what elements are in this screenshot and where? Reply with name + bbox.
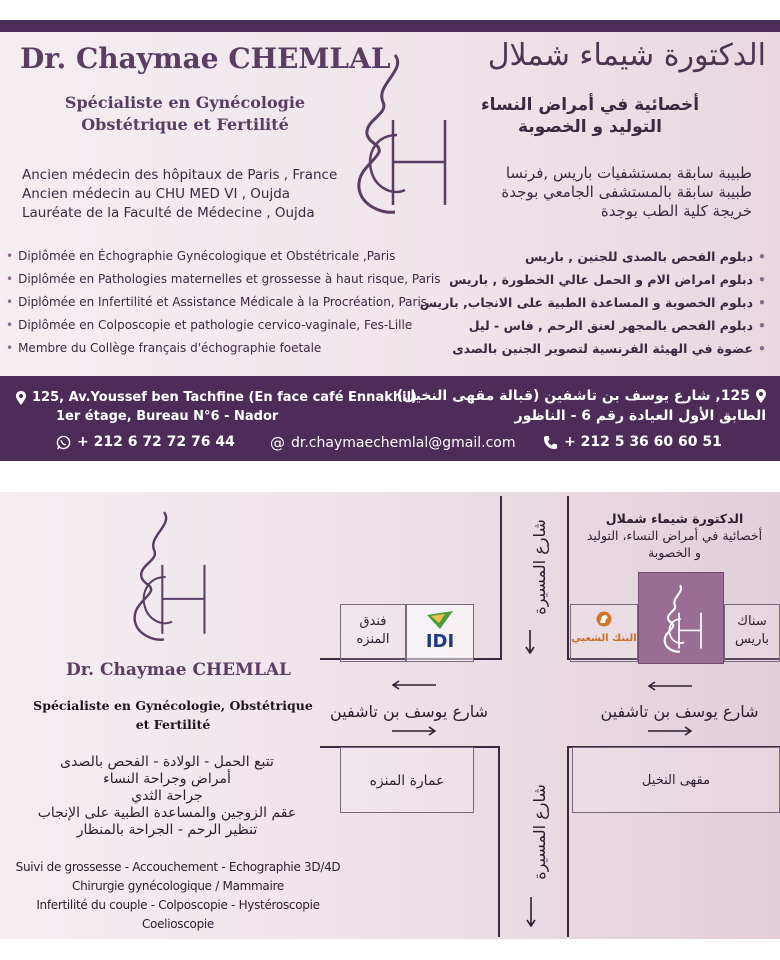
arrow-left-icon	[392, 680, 436, 690]
address-fr-line: 125, Av.Youssef ben Tachfine (En face café Ennakhil)	[32, 390, 417, 405]
former-fr-line: Ancien médecin au CHU MED VI , Oujda	[22, 186, 291, 202]
idi-logo: IDI	[425, 631, 455, 652]
contact-footer	[0, 376, 780, 461]
specialty-arabic	[440, 94, 740, 138]
diplomas-ar	[419, 245, 766, 360]
whatsapp-contact[interactable]	[56, 434, 235, 450]
diploma-fr-item: • Membre du Collège français d'échographie foetale	[6, 337, 476, 360]
service-ar-line: تنظير الرحم - الجراحة بالمنظار	[76, 822, 258, 838]
location-map	[320, 492, 780, 939]
address-fr	[16, 388, 417, 426]
map-doctor-specialty: أخصائية في أمراض النساء، التوليد	[586, 528, 763, 543]
cafe-box	[572, 747, 780, 813]
service-ar-line: أمراض وجراحة النساء	[103, 771, 231, 787]
back-card	[0, 492, 780, 939]
street-label-youssef-left: شارع يوسف بن تاشفين	[330, 702, 488, 721]
service-fr-line: Infertilité du couple - Colposcopie - Hystéroscopie	[36, 898, 320, 912]
idi-logo-icon	[427, 611, 453, 629]
hotel-label: فندق	[359, 614, 387, 629]
street-edge	[500, 496, 502, 658]
street-edge	[567, 496, 569, 658]
specialty-fr-line: et Fertilité	[135, 717, 211, 732]
hotel-label: المنزه	[356, 632, 390, 647]
ch-logo	[108, 500, 228, 650]
phone-number: + 212 5 36 60 60 51	[564, 434, 722, 450]
email-contact[interactable]	[270, 434, 516, 452]
diploma-ar-item: • عضوة في الهيئة الفرنسية لتصوير الجنين بالصدى	[436, 337, 766, 360]
ch-logo	[657, 579, 707, 657]
specialty-fr-line: Spécialiste en Gynécologie, Obstétrique	[33, 698, 313, 713]
former-fr-line: Lauréate de la Faculté de Médecine , Oujda	[22, 205, 315, 221]
bank-logo: البنك الشعبي	[571, 633, 637, 644]
horse-logo-icon	[595, 611, 613, 627]
diploma-ar-item: • دبلوم امراض الام و الحمل عالي الخطورة , باريس	[436, 268, 766, 291]
doctor-name-latin: Dr. Chaymae CHEMLAL	[66, 660, 291, 680]
snack-label: سناك	[737, 614, 767, 629]
service-ar-line: عقم الزوجين والمساعدة الطبية على الإنجاب	[37, 805, 297, 821]
diplomas-fr	[6, 245, 476, 360]
at-icon: @	[270, 434, 285, 452]
address-ar-line: 125, شارع يوسف بن تاشفين (قبالة مقهى النخيل)	[396, 388, 750, 404]
specialty-ar-line: أخصائية في أمراض النساء	[480, 95, 700, 115]
service-fr-line: Chirurgie gynécologique / Mammaire	[72, 879, 284, 893]
diploma-fr-item: • Diplômée en Pathologies maternelles et grossesse à haut risque, Paris	[6, 268, 476, 291]
diploma-fr-item: • Diplômée en Échographie Gynécologique et Obstétricale ,Paris	[6, 245, 476, 268]
front-card	[0, 20, 780, 461]
former-ar-line: طبيبة سابقة بالمستشفى الجامعي بوجدة	[501, 183, 752, 201]
map-doctor-title	[572, 510, 777, 561]
arrow-down-icon	[526, 897, 536, 927]
diploma-ar-item: • دبلوم الخصوبة و المساعدة الطبية على الانجاب, باريس	[436, 291, 766, 314]
clinic-building	[638, 572, 724, 664]
top-bar	[0, 20, 780, 32]
former-ar-line: طبيبة سابقة بمستشفيات باريس ,فرنسا	[505, 164, 752, 182]
street-edge	[567, 747, 569, 937]
diploma-ar-item: • دبلوم الفحص بالصدى للجنين , باريس	[436, 245, 766, 268]
service-fr-line: Suivi de grossesse - Accouchement - Echographie 3D/4D	[15, 860, 341, 874]
arrow-down-icon	[525, 630, 535, 654]
whatsapp-icon	[56, 435, 71, 450]
former-fr-line: Ancien médecin des hôpitaux de Paris , France	[22, 167, 338, 183]
snack-label: باريس	[734, 632, 770, 647]
map-doctor-name: الدكتورة شيماء شملال	[605, 511, 744, 526]
specialty-french	[40, 92, 330, 136]
street-label-massira-bottom: شارع المسيرة	[530, 784, 549, 880]
phone-icon	[543, 435, 558, 450]
email-address: dr.chaymaechemlal@gmail.com	[291, 435, 516, 451]
hotel-box	[340, 604, 406, 662]
address-ar-line: الطابق الأول العيادة رقم 6 - الناظور	[514, 408, 766, 424]
street-label-youssef-right: شارع يوسف بن تاشفين	[600, 702, 759, 721]
street-edge	[498, 747, 500, 937]
diploma-fr-item: • Diplômée en Colposcopie et pathologie cervico-vaginale, Fes-Lille	[6, 314, 476, 337]
service-fr-line: Coelioscopie	[141, 917, 215, 931]
doctor-name-arabic: الدكتورة شيماء شملال	[487, 38, 766, 73]
former-positions-fr	[22, 166, 362, 223]
whatsapp-number: + 212 6 72 72 76 44	[77, 434, 235, 450]
arrow-left-icon	[648, 681, 692, 691]
cafe-label: مقهى النخيل	[641, 773, 711, 788]
arrow-right-icon	[648, 726, 692, 736]
address-fr-line: 1er étage, Bureau N°6 - Nador	[56, 409, 279, 424]
phone-contact[interactable]	[543, 434, 722, 450]
building-label: عمارة المنزه	[369, 773, 445, 789]
map-doctor-specialty: و الخصوبة	[648, 545, 701, 560]
services-arabic	[22, 754, 312, 839]
idi-box	[406, 604, 474, 662]
street-label-massira-top: شارع المسيرة	[530, 519, 549, 615]
location-pin-icon	[16, 391, 26, 405]
service-ar-line: تتبع الحمل - الولادة - الفحص بالصدى	[60, 754, 274, 770]
building-box	[340, 747, 474, 813]
bank-box	[570, 604, 638, 662]
specialty-fr-line: Spécialiste en Gynécologie	[64, 93, 306, 112]
specialty-french	[18, 696, 328, 734]
service-ar-line: جراحة الثدي	[131, 788, 203, 804]
specialty-ar-line: التوليد و الخصوبة	[518, 117, 662, 137]
address-ar	[397, 386, 766, 426]
snack-box	[724, 604, 780, 662]
specialty-fr-line: Obstétrique et Fertilité	[81, 115, 289, 134]
diploma-ar-item: • دبلوم الفحص بالمجهر لعنق الرحم , فاس - ليل	[436, 314, 766, 337]
services-french	[8, 858, 348, 934]
arrow-right-icon	[392, 726, 436, 736]
former-positions-ar	[422, 164, 752, 221]
location-pin-icon	[756, 389, 766, 403]
doctor-name-latin: Dr. Chaymae CHEMLAL	[20, 42, 391, 75]
diploma-fr-item: • Diplômée en Infertilité et Assistance Médicale à la Procréation, Paris	[6, 291, 476, 314]
former-ar-line: خريجة كلية الطب بوجدة	[600, 202, 752, 220]
